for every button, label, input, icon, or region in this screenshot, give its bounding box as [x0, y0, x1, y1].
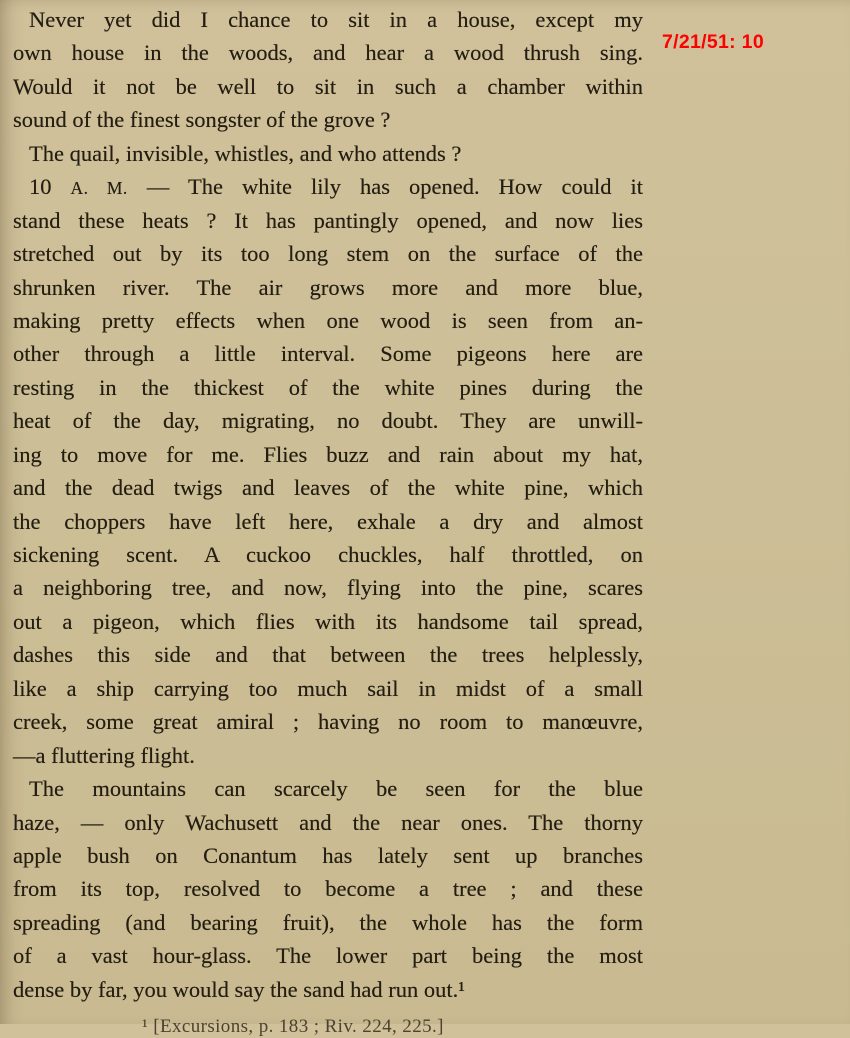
text-line: dense by far, you would say the sand had run out.¹: [13, 976, 465, 1002]
text-line: Never yet did I chance to sit in a house, except my: [29, 7, 643, 32]
am-smallcaps: A. M.: [70, 178, 128, 199]
paragraph: [13, 772, 643, 1006]
text-line: heat of the day, migrating, no doubt. They are unwill-: [13, 408, 643, 434]
text-line: dashes this side and that between the trees helplessly,: [13, 642, 643, 668]
text-line: of a vast hour-glass. The lower part being the most: [13, 943, 643, 969]
footnote-partial: ¹ [Excursions, p. 183 ; Riv. 224, 225.]: [142, 1016, 444, 1037]
paragraph: [13, 3, 643, 137]
text-line: own house in the woods, and hear a wood thrush sing.: [13, 40, 643, 66]
text-line: out a pigeon, which flies with its handsome tail spread,: [13, 608, 643, 634]
text-line: ing to move for me. Flies buzz and rain about my hat,: [13, 441, 643, 467]
text-line: spreading (and bearing fruit), the whole has the form: [13, 909, 643, 935]
page-text: [13, 3, 643, 1006]
text-line: stand these heats ? It has pantingly opened, and now lies: [13, 207, 643, 233]
paragraph: [13, 170, 643, 772]
paragraph: [13, 137, 643, 170]
text-line: sickening scent. A cuckoo chuckles, half throttled, on: [13, 542, 643, 567]
text-line: other through a little interval. Some pigeons here are: [13, 341, 643, 367]
text-line: apple bush on Conantum has lately sent up branches: [13, 842, 643, 868]
text-line: —a fluttering flight.: [13, 742, 195, 768]
text-line: making pretty effects when one wood is seen from an-: [13, 307, 643, 333]
date-annotation: 7/21/51: 10: [662, 31, 764, 53]
text-line: from its top, resolved to become a tree ; and these: [13, 876, 643, 902]
text-line: the choppers have left here, exhale a dry and almost: [13, 508, 643, 534]
text-line: and the dead twigs and leaves of the white pine, which: [13, 475, 643, 501]
text-line: shrunken river. The air grows more and more blue,: [13, 274, 643, 300]
text-line: Would it not be well to sit in such a chamber within: [13, 73, 643, 99]
text-line: like a ship carrying too much sail in midst of a small: [13, 675, 643, 701]
text-line: resting in the thickest of the white pines during the: [13, 374, 643, 400]
text-line: haze, — only Wachusett and the near ones. The thorny: [13, 809, 643, 835]
text-line: a neighboring tree, and now, flying into the pine, scares: [13, 575, 643, 601]
text-line: The quail, invisible, whistles, and who attends ?: [29, 140, 462, 166]
text-line: stretched out by its too long stem on the surface of the: [13, 241, 643, 267]
text-line: creek, some great amiral ; having no room to manœuvre,: [13, 709, 643, 735]
text-line: 10 A. M. — The white lily has opened. How could it: [29, 174, 643, 200]
text-line: The mountains can scarcely be seen for the blue: [29, 776, 643, 802]
text-line: sound of the finest songster of the grove ?: [13, 107, 391, 133]
